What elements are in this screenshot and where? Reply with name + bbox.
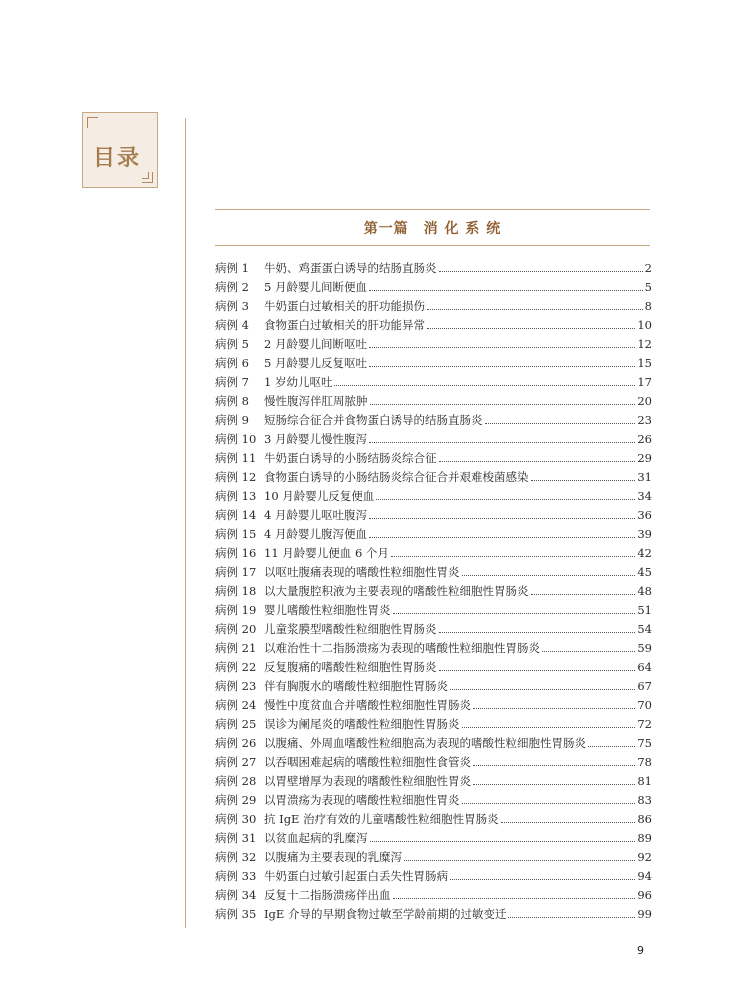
case-title: 伴有胸腹水的嗜酸性粒细胞性胃肠炎 [264, 679, 448, 693]
page-ref: 89 [637, 831, 652, 845]
case-title: 11 月龄婴儿便血 6 个月 [264, 546, 389, 560]
case-title: IgE 介导的早期食物过敏至学龄前期的过敏变迁 [264, 907, 507, 921]
dot-leader [427, 309, 643, 310]
case-number: 病例 24 [215, 698, 257, 712]
toc-entry[interactable] [215, 677, 652, 696]
toc-badge [82, 112, 158, 188]
dot-leader [369, 442, 635, 443]
case-title: 2 月龄婴儿间断呕吐 [264, 337, 367, 351]
toc-entry[interactable] [215, 354, 652, 373]
page-ref: 64 [637, 660, 652, 674]
case-number: 病例 19 [215, 603, 257, 617]
page-ref: 94 [637, 869, 652, 883]
toc-entry[interactable] [215, 430, 652, 449]
case-number: 病例 26 [215, 736, 257, 750]
toc-entry[interactable] [215, 886, 652, 905]
page-ref: 31 [637, 470, 652, 484]
dot-leader [531, 480, 636, 481]
case-number: 病例 29 [215, 793, 257, 807]
dot-leader [462, 575, 636, 576]
toc-entry[interactable] [215, 259, 652, 278]
dot-leader [462, 727, 636, 728]
case-title: 以腹痛为主要表现的乳糜泻 [264, 850, 402, 864]
case-number: 病例 12 [215, 470, 257, 484]
page-ref: 81 [637, 774, 652, 788]
toc-entry[interactable] [215, 278, 652, 297]
case-title: 5 月龄婴儿反复呕吐 [264, 356, 367, 370]
page-ref: 99 [637, 907, 652, 921]
case-title: 以腹痛、外周血嗜酸性粒细胞高为表现的嗜酸性粒细胞性胃肠炎 [264, 736, 586, 750]
page-ref: 96 [637, 888, 652, 902]
toc-entry[interactable] [215, 316, 652, 335]
dot-leader [404, 860, 635, 861]
toc-entry[interactable] [215, 829, 652, 848]
toc-entry[interactable] [215, 658, 652, 677]
page-ref: 51 [637, 603, 652, 617]
toc-list [215, 259, 652, 924]
dot-leader [439, 632, 636, 633]
page-number: 9 [637, 944, 644, 957]
dot-leader [393, 898, 636, 899]
case-number: 病例 25 [215, 717, 257, 731]
case-title: 短肠综合征合并食物蛋白诱导的结肠直肠炎 [264, 413, 483, 427]
case-title: 儿童浆膜型嗜酸性粒细胞性胃肠炎 [264, 622, 437, 636]
section-title: 第一篇 消 化 系 统 [363, 221, 502, 237]
page-ref: 5 [644, 280, 652, 294]
case-title: 以贫血起病的乳糜泻 [264, 831, 368, 845]
dot-leader [508, 917, 635, 918]
case-title: 误诊为阑尾炎的嗜酸性粒细胞性胃肠炎 [264, 717, 460, 731]
dot-leader [485, 423, 636, 424]
dot-leader [473, 708, 635, 709]
toc-entry[interactable] [215, 487, 652, 506]
page-ref: 59 [637, 641, 652, 655]
page-ref: 67 [637, 679, 652, 693]
page-ref: 83 [637, 793, 652, 807]
toc-entry[interactable] [215, 848, 652, 867]
toc-entry[interactable] [215, 392, 652, 411]
case-title: 以吞咽困难起病的嗜酸性粒细胞性食管炎 [264, 755, 471, 769]
case-title: 牛奶蛋白诱导的小肠结肠炎综合征 [264, 451, 437, 465]
section-rule-bottom [215, 245, 650, 246]
case-number: 病例 16 [215, 546, 257, 560]
dot-leader [376, 499, 635, 500]
case-title: 婴儿嗜酸性粒细胞性胃炎 [264, 603, 391, 617]
dot-leader [588, 746, 635, 747]
case-number: 病例 7 [215, 375, 249, 389]
dot-leader [391, 556, 635, 557]
case-title: 以胃溃疡为表现的嗜酸性粒细胞性胃炎 [264, 793, 460, 807]
page-ref: 15 [637, 356, 652, 370]
page-ref: 26 [637, 432, 652, 446]
case-number: 病例 11 [215, 451, 257, 465]
dot-leader [439, 670, 636, 671]
page-ref: 54 [637, 622, 652, 636]
dot-leader [450, 879, 635, 880]
toc-entry[interactable] [215, 753, 652, 772]
toc-entry[interactable] [215, 297, 652, 316]
toc-entry[interactable] [215, 411, 652, 430]
dot-leader [473, 765, 635, 766]
case-number: 病例 2 [215, 280, 249, 294]
case-number: 病例 27 [215, 755, 257, 769]
section-rule-top [215, 209, 650, 210]
case-number: 病例 20 [215, 622, 257, 636]
toc-entry[interactable] [215, 810, 652, 829]
badge-corner-ornament [142, 172, 149, 179]
case-number: 病例 21 [215, 641, 257, 655]
case-number: 病例 30 [215, 812, 257, 826]
toc-entry[interactable] [215, 373, 652, 392]
dot-leader [370, 841, 636, 842]
case-number: 病例 14 [215, 508, 257, 522]
case-title: 反复十二指肠溃疡伴出血 [264, 888, 391, 902]
dot-leader [427, 328, 635, 329]
badge-corner-ornament [87, 117, 98, 128]
page-ref: 23 [637, 413, 652, 427]
case-title: 以胃壁增厚为表现的嗜酸性粒细胞性胃炎 [264, 774, 471, 788]
page-ref: 20 [637, 394, 652, 408]
case-number: 病例 23 [215, 679, 257, 693]
dot-leader [369, 290, 643, 291]
dot-leader [531, 594, 636, 595]
case-number: 病例 6 [215, 356, 249, 370]
dot-leader [501, 822, 636, 823]
case-number: 病例 8 [215, 394, 249, 408]
page-ref: 17 [637, 375, 652, 389]
case-number: 病例 35 [215, 907, 257, 921]
page-ref: 12 [637, 337, 652, 351]
page-ref: 2 [644, 261, 652, 275]
dot-leader [370, 404, 636, 405]
page-ref: 8 [644, 299, 652, 313]
dot-leader [542, 651, 635, 652]
case-title: 牛奶、鸡蛋蛋白诱导的结肠直肠炎 [264, 261, 437, 275]
toc-entry[interactable] [215, 563, 652, 582]
toc-entry[interactable] [215, 620, 652, 639]
page-ref: 92 [637, 850, 652, 864]
case-title: 以难治性十二指肠溃疡为表现的嗜酸性粒细胞性胃肠炎 [264, 641, 540, 655]
case-number: 病例 5 [215, 337, 249, 351]
case-title: 4 月龄婴儿腹泻便血 [264, 527, 367, 541]
dot-leader [334, 385, 635, 386]
case-number: 病例 4 [215, 318, 249, 332]
page-ref: 72 [637, 717, 652, 731]
case-number: 病例 28 [215, 774, 257, 788]
toc-entry[interactable] [215, 506, 652, 525]
toc-entry[interactable] [215, 734, 652, 753]
case-title: 食物蛋白过敏相关的肝功能异常 [264, 318, 425, 332]
toc-heading: 目录 [93, 146, 142, 171]
dot-leader [439, 271, 643, 272]
toc-entry[interactable] [215, 715, 652, 734]
dot-leader [369, 537, 635, 538]
case-number: 病例 22 [215, 660, 257, 674]
toc-entry[interactable] [215, 639, 652, 658]
case-number: 病例 1 [215, 261, 249, 275]
page-ref: 34 [637, 489, 652, 503]
page-ref: 10 [637, 318, 652, 332]
toc-entry[interactable] [215, 601, 652, 620]
case-title: 牛奶蛋白过敏相关的肝功能损伤 [264, 299, 425, 313]
dot-leader [462, 803, 636, 804]
case-number: 病例 17 [215, 565, 257, 579]
case-number: 病例 34 [215, 888, 257, 902]
case-title: 5 月龄婴儿间断便血 [264, 280, 367, 294]
toc-entry[interactable] [215, 696, 652, 715]
case-title: 抗 IgE 治疗有效的儿童嗜酸性粒细胞性胃肠炎 [264, 812, 499, 826]
page-ref: 86 [637, 812, 652, 826]
dot-leader [369, 518, 635, 519]
case-title: 慢性中度贫血合并嗜酸性粒细胞性胃肠炎 [264, 698, 471, 712]
page-ref: 48 [637, 584, 652, 598]
case-title: 以呕吐腹痛表现的嗜酸性粒细胞性胃炎 [264, 565, 460, 579]
case-number: 病例 31 [215, 831, 257, 845]
page-ref: 42 [637, 546, 652, 560]
toc-entry[interactable] [215, 582, 652, 601]
case-title: 10 月龄婴儿反复便血 [264, 489, 375, 503]
page-ref: 29 [637, 451, 652, 465]
case-number: 病例 9 [215, 413, 249, 427]
toc-entry[interactable] [215, 468, 652, 487]
dot-leader [439, 461, 636, 462]
toc-entry[interactable] [215, 525, 652, 544]
dot-leader [473, 784, 635, 785]
case-title: 3 月龄婴儿慢性腹泻 [264, 432, 367, 446]
case-title: 牛奶蛋白过敏引起蛋白丢失性胃肠病 [264, 869, 448, 883]
case-title: 慢性腹泻伴肛周脓肿 [264, 394, 368, 408]
case-title: 4 月龄婴儿呕吐腹泻 [264, 508, 367, 522]
toc-entry[interactable] [215, 449, 652, 468]
case-title: 以大量腹腔积液为主要表现的嗜酸性粒细胞性胃肠炎 [264, 584, 529, 598]
toc-entry[interactable] [215, 867, 652, 886]
dot-leader [369, 366, 635, 367]
dot-leader [369, 347, 635, 348]
case-number: 病例 3 [215, 299, 249, 313]
case-number: 病例 15 [215, 527, 257, 541]
case-number: 病例 32 [215, 850, 257, 864]
case-number: 病例 10 [215, 432, 257, 446]
toc-entry[interactable] [215, 772, 652, 791]
case-number: 病例 33 [215, 869, 257, 883]
dot-leader [393, 613, 636, 614]
case-title: 反复腹痛的嗜酸性粒细胞性胃肠炎 [264, 660, 437, 674]
page-ref: 45 [637, 565, 652, 579]
dot-leader [450, 689, 635, 690]
case-title: 食物蛋白诱导的小肠结肠炎综合征合并艰难梭菌感染 [264, 470, 529, 484]
margin-rule [185, 118, 186, 928]
case-number: 病例 18 [215, 584, 257, 598]
page-ref: 75 [637, 736, 652, 750]
case-number: 病例 13 [215, 489, 257, 503]
toc-entry[interactable] [215, 905, 652, 924]
page-ref: 39 [637, 527, 652, 541]
page-ref: 78 [637, 755, 652, 769]
page-ref: 70 [637, 698, 652, 712]
page-ref: 36 [637, 508, 652, 522]
toc-entry[interactable] [215, 335, 652, 354]
case-title: 1 岁幼儿呕吐 [264, 375, 333, 389]
toc-entry[interactable] [215, 544, 652, 563]
toc-entry[interactable] [215, 791, 652, 810]
